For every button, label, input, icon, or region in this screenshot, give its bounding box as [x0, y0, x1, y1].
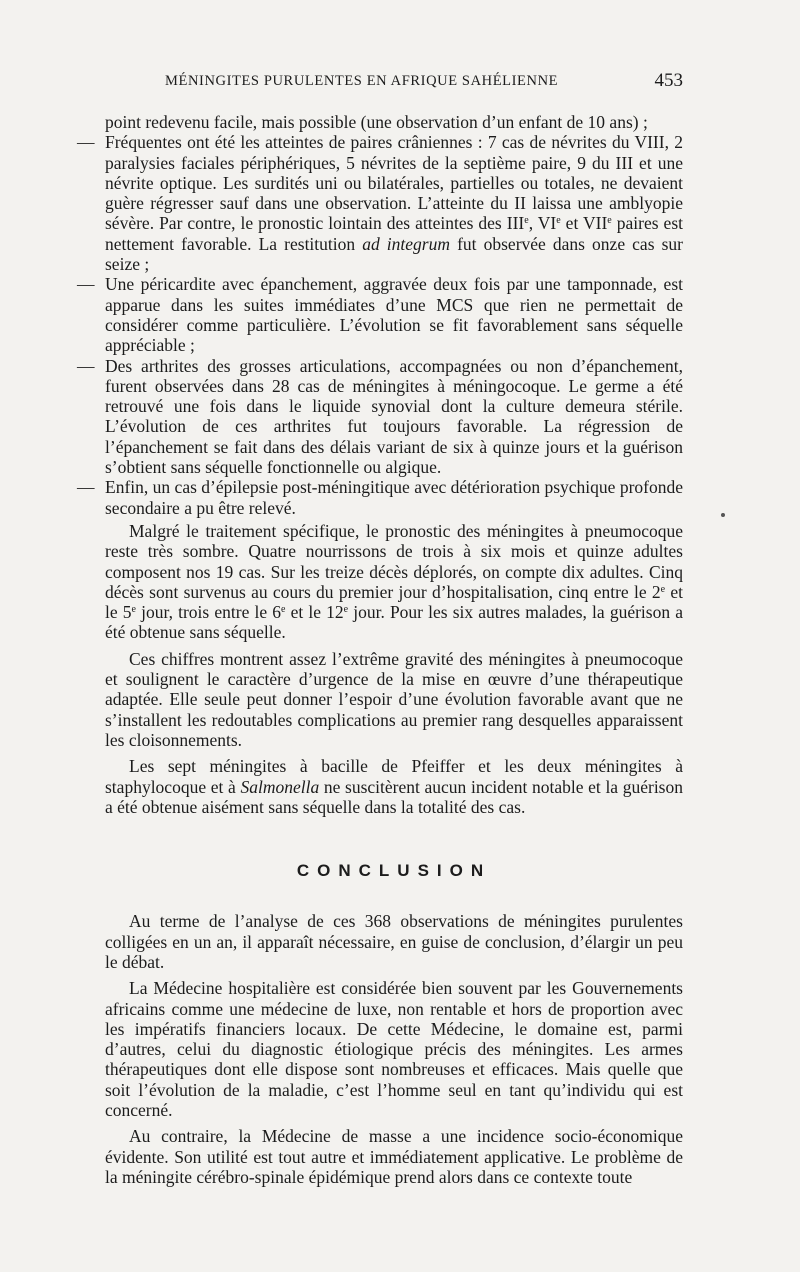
paragraph-text: et le 5	[105, 581, 683, 623]
paragraph-pneumococcus	[105, 521, 683, 643]
paragraph-text: jour, trois entre le 6	[135, 602, 281, 623]
em-dash: —	[77, 355, 95, 376]
paragraph-conclusion-3: Au contraire, la Médecine de masse a une incidence socio-économique évidente. Son utilité est tout autre et immédiatement applicative. Le problème de la méningite cérébro-spinale épidémique prend alors dans ce contexte toute	[105, 1126, 683, 1187]
list-item-epilepsy	[77, 477, 683, 518]
paragraph-conclusion-1: Au terme de l’analyse de ces 368 observations de méningites purulentes colligées en un an, il apparaît nécessaire, en guise de conclusion, d’élargir un peu le débat.	[105, 911, 683, 972]
page-number: 453	[654, 70, 683, 91]
italic-term: Salmonella	[240, 776, 320, 797]
superscript-e: e	[607, 215, 612, 227]
list-item-arthritis	[77, 355, 683, 478]
list-item-pericarditis	[77, 274, 683, 356]
section-heading-conclusion: CONCLUSION	[296, 861, 492, 881]
list-item-cranial-nerves	[77, 132, 683, 275]
superscript-e: e	[524, 215, 529, 227]
superscript-e: e	[281, 604, 286, 616]
paragraph-pfeiffer	[105, 756, 683, 817]
em-dash: —	[77, 132, 95, 153]
superscript-e: e	[660, 583, 666, 595]
superscript-e: e	[343, 604, 349, 616]
paragraph-conclusion-2: La Médecine hospitalière est considérée bien souvent par les Gouvernements africains comme une médecine de luxe, non rentable et hors de proportion avec les impératifs financiers locaux. De cette Médecine, le domaine est, parmi d’autres, celui du diagnostic étiologique précis des méningites. Les armes thérapeutiques dont elle dispose sont nombreuses et efficaces. Mais quelle que soit l’évolution de la maladie, c’est l’homme seul en tant qu’individu qui est concerné.	[105, 978, 683, 1121]
superscript-e: e	[131, 604, 136, 616]
list-item-text: Enfin, un cas d’épilepsie post-méningitique avec détérioration psychique profonde secondaire a pu être relevé.	[105, 477, 683, 518]
paragraph-continuation: point redevenu facile, mais possible (une observation d’un enfant de 10 ans) ;	[105, 112, 648, 132]
paragraph-text: jour. Pour les six autres malades, la guérison a été obtenue sans séquelle.	[105, 602, 683, 643]
superscript-e: e	[556, 215, 561, 227]
body-text	[77, 112, 683, 1193]
list-item-text: Des arthrites des grosses articulations, accompagnées ou non d’épanchement, furent observées dans 28 cas de méningites à méningocoque. Le germe a été retrouvé une fois dans le liquide synovial dont la culture demeura stérile. L’évolution de ces arthrites fut toujours favorable. La régression de l’épanchement se fait dans des délais variant de six à quinze jours et la guérison s’obtient sans séquelle fonctionnelle ou algique.	[105, 355, 683, 478]
paragraph-figures: Ces chiffres montrent assez l’extrême gravité des méningites à pneumocoque et soulignent le caractère d’urgence de la mise en œuvre d’une thérapeutique adaptée. Elle seule peut donner l’espoir d’une évolution favorable avant que ne s’installent les redoutables complications au premier rang desquelles apparaissent les cloisonnements.	[105, 648, 683, 750]
paragraph-text: Malgré le traitement spécifique, le pronostic des méningites à pneumocoque reste très sombre. Quatre nourrissons de trois à six mois et quinze adultes composent nos 19 cas. Sur les treize décès déplorés, on compte dix adultes. Cinq décès sont survenus au cours du premier jour d’hospitalisation, cinq entre le 2	[105, 520, 683, 602]
em-dash: —	[77, 477, 95, 498]
scan-speck	[721, 513, 725, 517]
em-dash: —	[77, 274, 95, 295]
running-title: MÉNINGITES PURULENTES EN AFRIQUE SAHÉLIENNE	[165, 73, 559, 89]
list-item-text: Une péricardite avec épanchement, aggravée deux fois par une tamponnade, est apparue dans les suites immédiates d’une MCS que rien ne permettait de considérer comme particulière. L’évolution se fit favorablement sans séquelle appréciable ;	[105, 274, 683, 356]
italic-term: ad integrum	[362, 233, 450, 254]
list-item-text: fut observée dans onze cas sur seize ;	[105, 233, 683, 275]
list-item-text: Fréquentes ont été les atteintes de paires crâniennes : 7 cas de névrites du VIII, 2 paralysies faciales périphériques, 5 névrites de la septième paire, 9 du III et une névrite optique. Les surdités uni ou bilatérales, partielles ou totales, ne devaient guère régresser sauf dans une observation. L’atteinte du II laissa une amblyopie sévère. Par contre, le pronostic lointain des atteintes des III	[105, 132, 683, 234]
list-item-text: paires est nettement favorable. La restitution	[105, 213, 683, 254]
paragraph-text: Les sept méningites à bacille de Pfeiffer et les deux méningites à staphylocoque et à	[105, 756, 683, 797]
paragraph-text: ne suscitèrent aucun incident notable et la guérison a été obtenue aisément sans séquelle dans la totalité des cas.	[105, 776, 683, 817]
paragraph-text: et le 12	[285, 602, 344, 623]
list-item-text: et VII	[560, 213, 608, 234]
list-item-text: , VI	[528, 213, 557, 234]
